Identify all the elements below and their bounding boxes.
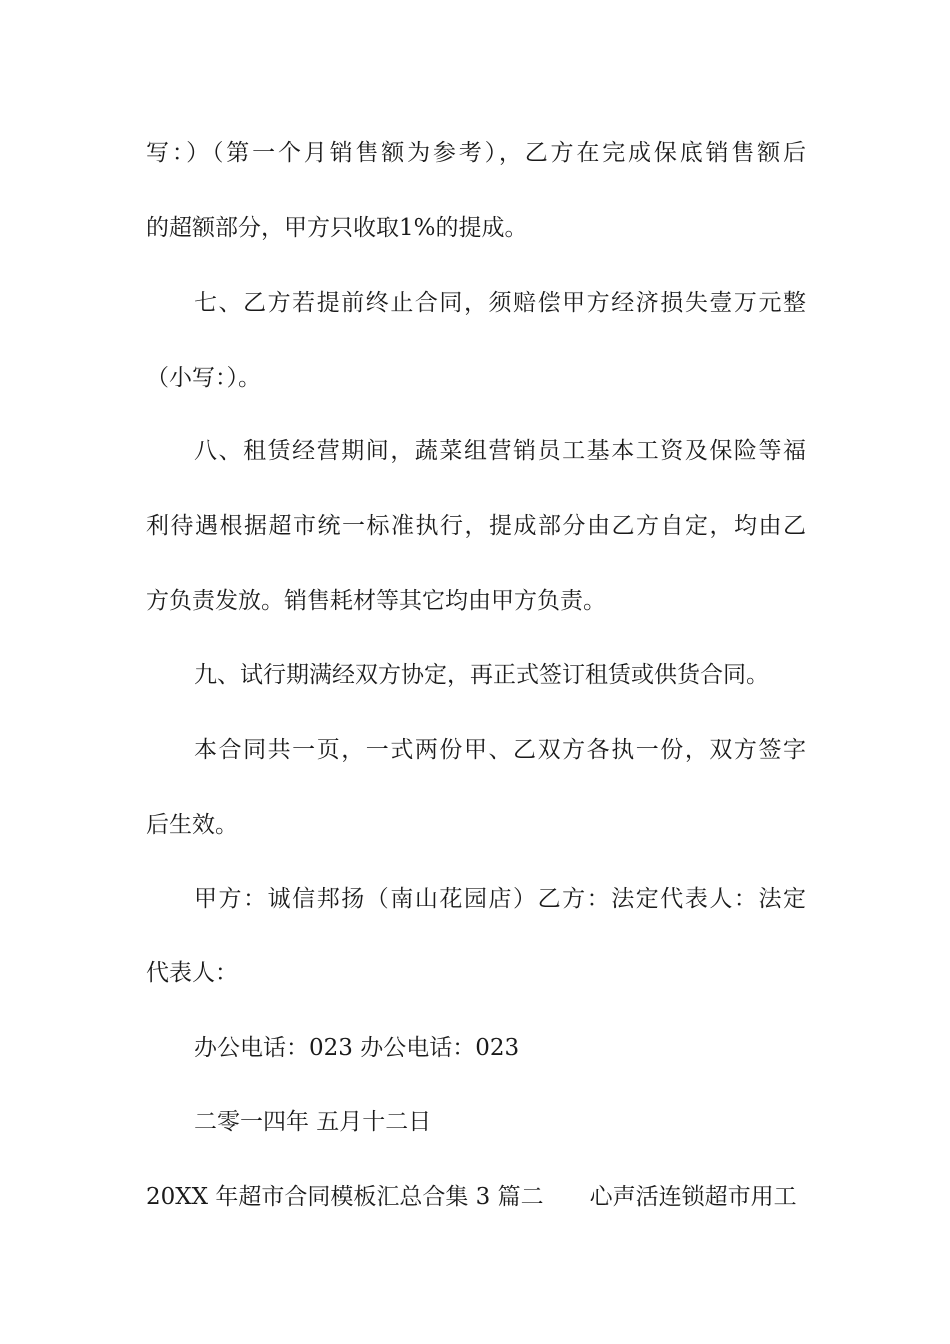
text-line-3: 七、乙方若提前终止合同，须赔偿甲方经济损失壹万元整 <box>194 290 806 316</box>
text-line-13: 办公电话：023 办公电话：023 <box>194 1035 520 1061</box>
text-line-14: 二零一四年 五月十二日 <box>194 1109 432 1135</box>
text-line-4: （小写：）。 <box>146 365 261 391</box>
text-line-2: 的超额部分，甲方只收取1%的提成。 <box>146 215 528 241</box>
text-line-11: 甲方：诚信邦扬（南山花园店）乙方：法定代表人：法定 <box>194 886 806 912</box>
text-line-7: 方负责发放。销售耗材等其它均由甲方负责。 <box>146 588 606 614</box>
text-line-6: 利待遇根据超市统一标准执行，提成部分由乙方自定，均由乙 <box>146 513 806 539</box>
text-line-15: 20XX 年超市合同模板汇总合集 3 篇二 心声活连锁超市用工 <box>146 1184 797 1210</box>
text-line-8: 九、试行期满经双方协定，再正式签订租赁或供货合同。 <box>194 662 769 688</box>
text-line-9: 本合同共一页，一式两份甲、乙双方各执一份，双方签字 <box>194 737 806 763</box>
text-line-10: 后生效。 <box>146 812 238 838</box>
text-line-12: 代表人： <box>146 960 238 986</box>
text-line-1: 写：）（第一个月销售额为参考），乙方在完成保底销售额后 <box>146 140 806 166</box>
text-line-5: 八、租赁经营期间，蔬菜组营销员工基本工资及保险等福 <box>194 438 806 464</box>
